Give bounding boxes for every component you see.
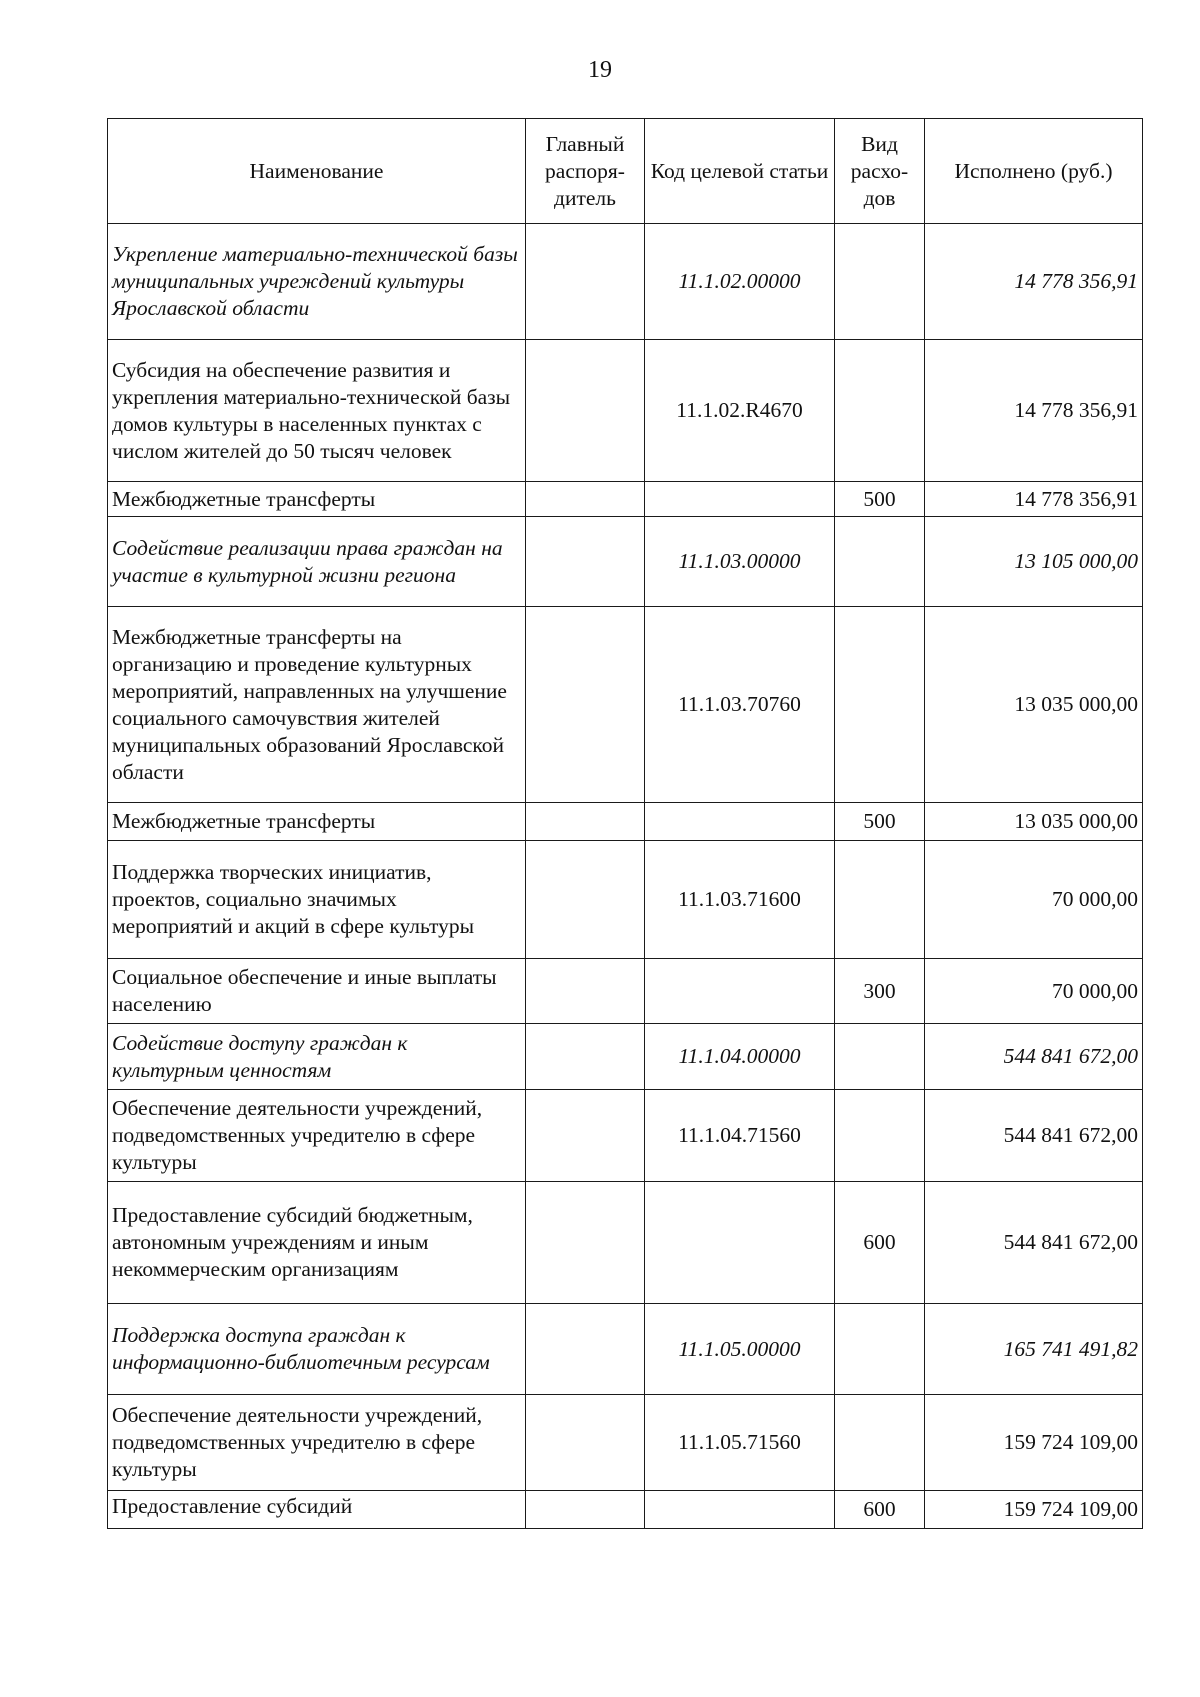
row-kind	[835, 607, 925, 803]
row-sum: 159 724 109,00	[925, 1491, 1143, 1529]
column-header-sum: Исполнено (руб.)	[925, 119, 1143, 224]
page-number: 19	[588, 57, 612, 83]
table-row	[108, 803, 1143, 841]
row-sum: 14 778 356,91	[925, 482, 1143, 517]
table-header-row	[108, 119, 1143, 224]
table-row	[108, 1090, 1143, 1182]
row-disp	[526, 1304, 645, 1395]
row-name: Поддержка доступа граждан к информационно-библиотечным ресурсам	[108, 1304, 526, 1395]
row-sum: 13 105 000,00	[925, 517, 1143, 607]
row-sum: 544 841 672,00	[925, 1090, 1143, 1182]
row-sum: 13 035 000,00	[925, 607, 1143, 803]
row-kind	[835, 1395, 925, 1491]
row-name: Содействие реализации права граждан на участие в культурной жизни региона	[108, 517, 526, 607]
row-sum: 544 841 672,00	[925, 1024, 1143, 1090]
row-name: Содействие доступу граждан к культурным ценностям	[108, 1024, 526, 1090]
row-code	[645, 959, 835, 1024]
row-kind: 500	[835, 482, 925, 517]
row-kind: 500	[835, 803, 925, 841]
table-row	[108, 841, 1143, 959]
row-disp	[526, 1491, 645, 1529]
row-kind: 600	[835, 1182, 925, 1304]
row-name: Предоставление субсидий	[108, 1491, 526, 1529]
row-code	[645, 1491, 835, 1529]
row-code	[645, 1182, 835, 1304]
row-kind	[835, 1024, 925, 1090]
row-sum: 13 035 000,00	[925, 803, 1143, 841]
row-kind: 600	[835, 1491, 925, 1529]
row-code: 11.1.03.70760	[645, 607, 835, 803]
table-row	[108, 1304, 1143, 1395]
row-sum: 70 000,00	[925, 959, 1143, 1024]
table-row	[108, 517, 1143, 607]
column-header-name: Наименование	[108, 119, 526, 224]
row-name: Субсидия на обеспечение развития и укрепления материально-технической базы домов культуры в населенных пунктах с числом жителей до 50 тысяч человек	[108, 340, 526, 482]
row-code: 11.1.02.R4670	[645, 340, 835, 482]
row-sum: 159 724 109,00	[925, 1395, 1143, 1491]
row-kind: 300	[835, 959, 925, 1024]
row-kind	[835, 1304, 925, 1395]
table-body	[108, 224, 1143, 1529]
row-disp	[526, 482, 645, 517]
row-name: Укрепление материально-технической базы муниципальных учреждений культуры Ярославской области	[108, 224, 526, 340]
column-header-disp: Главный распоря-дитель	[526, 119, 645, 224]
row-code: 11.1.04.71560	[645, 1090, 835, 1182]
table-row	[108, 1491, 1143, 1529]
row-disp	[526, 1090, 645, 1182]
row-kind	[835, 517, 925, 607]
row-name: Обеспечение деятельности учреждений, подведомственных учредителю в сфере культуры	[108, 1395, 526, 1491]
row-disp	[526, 841, 645, 959]
row-name: Поддержка творческих инициатив, проектов, социально значимых мероприятий и акций в сфере культуры	[108, 841, 526, 959]
row-code	[645, 803, 835, 841]
table-row	[108, 607, 1143, 803]
row-name: Межбюджетные трансферты	[108, 482, 526, 517]
row-name: Межбюджетные трансферты	[108, 803, 526, 841]
row-sum: 14 778 356,91	[925, 340, 1143, 482]
row-name: Обеспечение деятельности учреждений, подведомственных учредителю в сфере культуры	[108, 1090, 526, 1182]
row-code: 11.1.04.00000	[645, 1024, 835, 1090]
row-name: Социальное обеспечение и иные выплаты населению	[108, 959, 526, 1024]
budget-table	[107, 118, 1143, 1529]
row-code: 11.1.05.00000	[645, 1304, 835, 1395]
row-kind	[835, 1090, 925, 1182]
row-sum: 544 841 672,00	[925, 1182, 1143, 1304]
row-sum: 165 741 491,82	[925, 1304, 1143, 1395]
row-kind	[835, 224, 925, 340]
row-code: 11.1.03.71600	[645, 841, 835, 959]
row-disp	[526, 224, 645, 340]
row-code	[645, 482, 835, 517]
row-disp	[526, 1395, 645, 1491]
row-sum: 14 778 356,91	[925, 224, 1143, 340]
table-row	[108, 1024, 1143, 1090]
row-code: 11.1.03.00000	[645, 517, 835, 607]
row-disp	[526, 959, 645, 1024]
row-kind	[835, 340, 925, 482]
row-disp	[526, 1024, 645, 1090]
row-code: 11.1.02.00000	[645, 224, 835, 340]
column-header-kind: Вид расхо-дов	[835, 119, 925, 224]
row-disp	[526, 340, 645, 482]
column-header-code: Код целевой статьи	[645, 119, 835, 224]
row-disp	[526, 517, 645, 607]
table-row	[108, 1182, 1143, 1304]
row-sum: 70 000,00	[925, 841, 1143, 959]
row-kind	[835, 841, 925, 959]
table-row	[108, 482, 1143, 517]
row-disp	[526, 1182, 645, 1304]
row-disp	[526, 607, 645, 803]
table-row	[108, 959, 1143, 1024]
row-name: Предоставление субсидий бюджетным, автономным учреждениям и иным некоммерческим организациям	[108, 1182, 526, 1304]
table-row	[108, 340, 1143, 482]
row-code: 11.1.05.71560	[645, 1395, 835, 1491]
row-disp	[526, 803, 645, 841]
row-name: Межбюджетные трансферты на организацию и проведение культурных мероприятий, направленных на улучшение социального самочувствия жителей муниципальных образований Ярославской области	[108, 607, 526, 803]
table-row	[108, 224, 1143, 340]
table-row	[108, 1395, 1143, 1491]
